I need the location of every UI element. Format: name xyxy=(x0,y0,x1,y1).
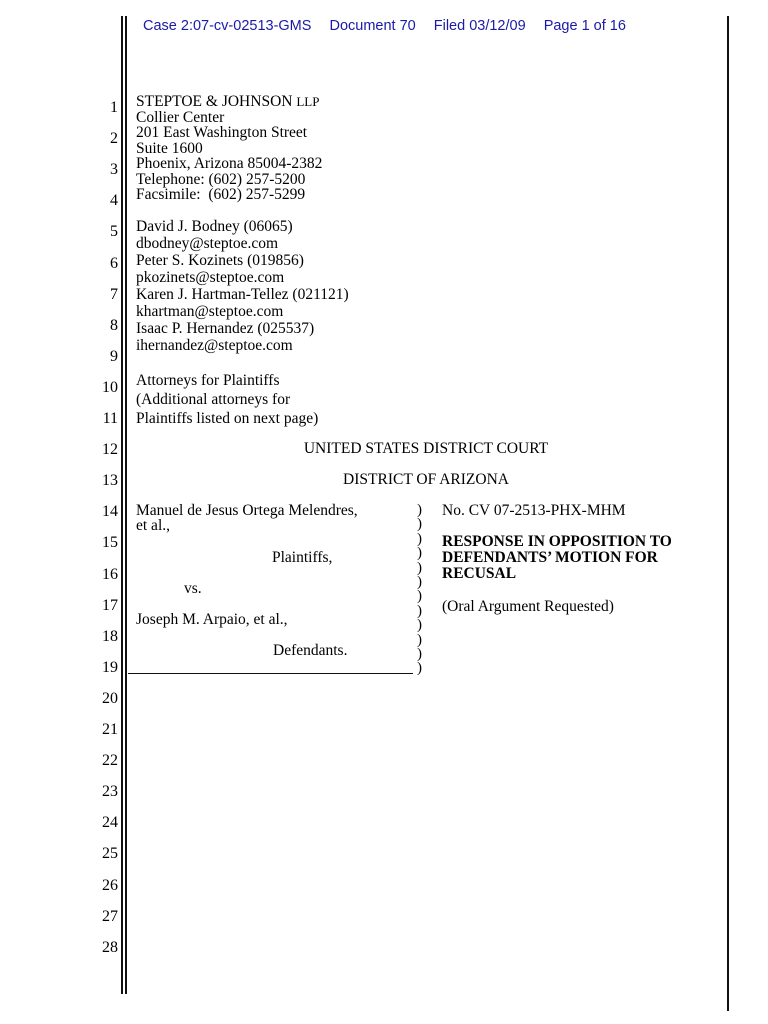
caption-paren: ) xyxy=(417,646,422,662)
firm-address-line: Phoenix, Arizona 85004-2382 xyxy=(136,155,323,172)
line-number: 27 xyxy=(102,907,118,925)
line-number: 5 xyxy=(110,223,118,241)
plaintiffs-label: Plaintiffs, xyxy=(272,549,333,566)
firm-address-line: Suite 1600 xyxy=(136,139,203,157)
line-number: 12 xyxy=(102,441,118,459)
document-title-line: RESPONSE IN OPPOSITION TO xyxy=(442,533,672,550)
line-number: 4 xyxy=(110,192,118,210)
firm-block xyxy=(136,94,322,203)
caption-paren: ) xyxy=(417,530,422,547)
caption-paren: ) xyxy=(417,631,422,648)
line-number: 25 xyxy=(102,845,118,863)
line-number: 11 xyxy=(102,410,118,427)
line-number: 10 xyxy=(102,378,118,396)
attorneys-for-line: Attorneys for Plaintiffs xyxy=(136,372,280,389)
document-title-line: RECUSAL xyxy=(442,565,517,582)
caption-paren: ) xyxy=(417,588,422,605)
line-number: 18 xyxy=(102,627,118,645)
line-number: 21 xyxy=(102,721,118,738)
attorney-name: David J. Bodney (06065) xyxy=(136,218,293,235)
line-number: 22 xyxy=(102,752,118,770)
page-indicator: Page 1 of 16 xyxy=(543,18,626,34)
line-number: 17 xyxy=(102,596,118,614)
filed-date-header: Filed 03/12/09 xyxy=(433,18,526,34)
attorneys-for-block xyxy=(136,371,318,428)
caption-paren: ) xyxy=(417,617,422,634)
line-number: 20 xyxy=(102,689,118,707)
attorney-name: Peter S. Kozinets (019856) xyxy=(136,252,304,269)
line-number: 15 xyxy=(102,534,118,552)
attorney-email: pkozinets@steptoe.com xyxy=(136,269,285,286)
attorney-name: Karen J. Hartman-Tellez (021121) xyxy=(136,286,349,303)
line-number: 19 xyxy=(102,658,118,676)
document-title-line: DEFENDANTS’ MOTION FOR xyxy=(442,549,658,566)
defendant-name: Joseph M. Arpaio, et al., xyxy=(136,611,288,628)
right-margin-rule xyxy=(727,16,729,1011)
filing-header xyxy=(143,18,640,34)
attorney-email: ihernandez@steptoe.com xyxy=(136,337,293,354)
oral-argument-note: (Oral Argument Requested) xyxy=(442,598,614,615)
firm-address-line: 201 East Washington Street xyxy=(136,124,308,141)
firm-address-line: Collier Center xyxy=(136,108,225,126)
case-number-header: Case 2:07-cv-02513-GMS xyxy=(143,18,312,34)
caption-paren: ) xyxy=(417,502,422,518)
attorneys-for-line: Plaintiffs listed on next page) xyxy=(136,410,319,427)
attorney-name: Isaac P. Hernandez (025537) xyxy=(136,320,315,337)
caption-paren: ) xyxy=(417,602,422,619)
line-number: 1 xyxy=(110,99,118,116)
left-margin-rule-outer xyxy=(121,16,123,994)
firm-name xyxy=(136,94,322,110)
attorneys-for-line: (Additional attorneys for xyxy=(136,391,291,408)
caption-paren: ) xyxy=(417,660,422,677)
caption-paren: ) xyxy=(417,574,422,590)
attorney-email: khartman@steptoe.com xyxy=(136,303,284,320)
line-number: 3 xyxy=(110,161,118,179)
court-name: UNITED STATES DISTRICT COURT xyxy=(303,440,549,457)
line-number: 7 xyxy=(110,285,118,303)
line-number: 14 xyxy=(102,503,118,521)
line-number: 9 xyxy=(110,347,118,365)
line-number: 8 xyxy=(110,316,118,334)
document-title xyxy=(442,534,672,582)
attorney-email: dbodney@steptoe.com xyxy=(136,235,279,252)
firm-telephone: Telephone: (602) 257-5200 xyxy=(136,170,306,188)
line-number: 26 xyxy=(102,876,118,894)
line-number: 28 xyxy=(102,938,118,956)
case-number: No. CV 07-2513-PHX-MHM xyxy=(442,502,626,519)
attorney-list xyxy=(136,218,349,354)
line-number: 16 xyxy=(102,565,118,583)
plaintiff-name: Manuel de Jesus Ortega Melendres, xyxy=(136,502,358,519)
document-number-header: Document 70 xyxy=(329,18,416,34)
line-number: 24 xyxy=(102,814,118,832)
defendants-label: Defendants. xyxy=(273,642,348,659)
caption-paren: ) xyxy=(417,545,422,562)
versus: vs. xyxy=(184,580,202,597)
line-number: 2 xyxy=(110,130,118,148)
left-margin-rule-inner xyxy=(125,16,127,994)
firm-facsimile: Facsimile: (602) 257-5299 xyxy=(136,186,306,203)
line-number: 13 xyxy=(102,472,118,490)
court-district: DISTRICT OF ARIZONA xyxy=(343,471,509,488)
line-number: 23 xyxy=(102,783,118,801)
firm-suffix: LLP xyxy=(296,94,320,109)
caption-underline xyxy=(128,673,413,674)
line-number: 6 xyxy=(110,254,118,272)
firm-name-text: STEPTOE & JOHNSON xyxy=(136,93,293,110)
plaintiff-etal: et al., xyxy=(136,517,170,534)
caption-paren: ) xyxy=(417,516,422,533)
caption-paren: ) xyxy=(417,559,422,576)
